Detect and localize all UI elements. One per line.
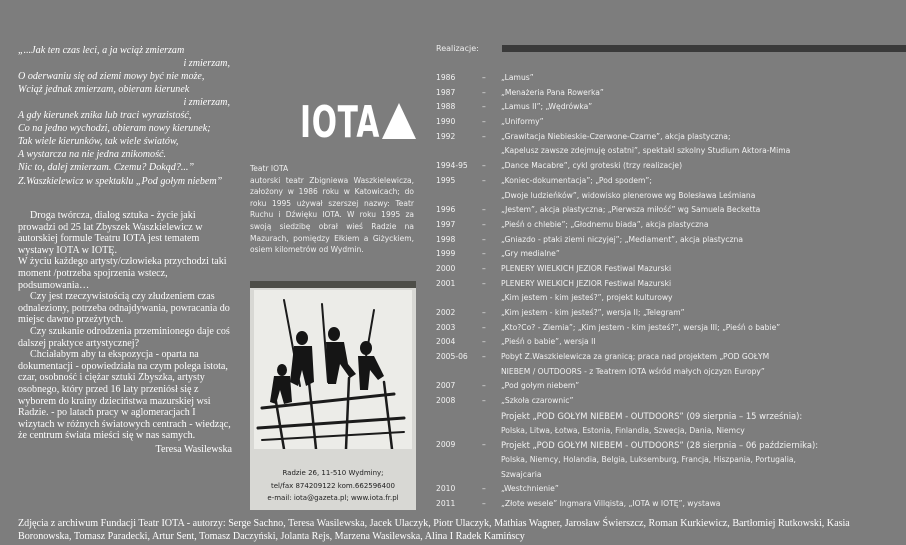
timeline-row xyxy=(436,350,906,365)
timeline-year: 2004 xyxy=(436,337,456,347)
poem-line: Wciąż jednak zmierzam, obieram kierunek xyxy=(18,84,190,95)
theatre-description-text: autorski teatr Zbigniewa Waszkielewicza, założony w 1986 roku w Katowicach; do roku 1995 używał szerszej nazwy: Teatr Ruchu i Dźwięku IOTA. W roku 1995 za swoją siedzibę obrał wieś Radzie na Mazurach, pomiędzy Ełkiem a Giżyckiem, osiem kilometrów od Wydmin. xyxy=(250,175,414,255)
realizacje-label: Realizacje: xyxy=(436,44,479,53)
timeline-text: Projekt „POD GOŁYM NIEBEM - OUTDOORS” (28 sierpnia – 06 października): xyxy=(501,440,819,451)
timeline-text: „Koniec-dokumentacja”; „Pod spodem”; xyxy=(501,175,652,185)
timeline-dash: – xyxy=(482,73,486,82)
timeline-row xyxy=(436,453,906,468)
timeline-text: „Uniformy” xyxy=(501,117,544,127)
timeline-text: „Szkoła czarownic” xyxy=(501,396,574,406)
poem-line: Co na jedno wychodzi, obieram nowy kierunek; xyxy=(18,123,211,134)
timeline-dash: – xyxy=(482,440,486,450)
timeline xyxy=(436,71,906,512)
timeline-row xyxy=(436,189,906,204)
timeline-year: 2008 xyxy=(436,396,456,406)
contact-web: e-mail: iota@gazeta.pl; www.iota.fr.pl xyxy=(267,494,399,502)
timeline-text: „Kapelusz zawsze zdejmuję ostatni”, spektakl szkolny Studium Aktora-Mima xyxy=(501,146,791,156)
essay-paragraph: Droga twórcza, dialog sztuka - życie jaki prowadzi od 25 lat Zbyszek Waszkielewicz w autorskiej formule Teatru IOTA jest tematem wystawy IOTA w IOTĘ. xyxy=(18,210,203,256)
timeline-text: PLENERY WIELKICH JEZIOR Festiwal Mazurski xyxy=(501,263,672,273)
contact-address: Radzie 26, 11-510 Wydminy; xyxy=(282,469,384,477)
photo-credits: Zdjęcia z archiwum Fundacji Teatr IOTA - autorzy: Serge Sachno, Teresa Wasilewska, Jacek Ulaczyk, Piotr Ulaczyk, Mathias Wagner, Jarosław Świerszcz, Roman Kurkiewicz, Bartłomiej Rutkowski, Kasia Boronowska, Tomasz Paradecki, Artur Sent, Tomasz Daczyński, Jolanta Rejs, Marzena Wasilewska, Alina I Radek Kamińscy xyxy=(18,518,850,542)
timeline-text: „Gniazdo - ptaki ziemi niczyjej”; „Mediament”, akcja plastyczna xyxy=(501,234,743,244)
timeline-dash: – xyxy=(482,337,486,347)
timeline-dash: – xyxy=(482,249,486,259)
timeline-year: 1990 xyxy=(436,117,456,127)
timeline-text: „Gry medialne” xyxy=(501,249,560,259)
photo-card xyxy=(250,281,416,510)
photo-top-strip xyxy=(250,281,416,288)
timeline-row xyxy=(436,71,906,86)
timeline-row xyxy=(436,159,906,174)
timeline-dash: – xyxy=(482,381,486,391)
logo-text: IOTA xyxy=(300,97,380,141)
timeline-dash: – xyxy=(482,308,486,317)
timeline-dash: – xyxy=(482,102,486,112)
timeline-row xyxy=(436,379,906,394)
timeline-dash: – xyxy=(482,117,486,127)
logo-triangle-icon xyxy=(382,103,416,139)
poem xyxy=(18,44,230,174)
timeline-text: „Lamus II”; „Wędrówka” xyxy=(501,102,593,112)
essay-paragraph: Czy szukanie odrodzenia przeminionego daje coś dalszej praktyce artystycznej? xyxy=(18,325,230,349)
timeline-year: 2000 xyxy=(436,263,456,273)
timeline-row xyxy=(436,365,906,380)
timeline-row xyxy=(436,409,906,424)
timeline-text: Szwajcaria xyxy=(501,469,542,479)
timeline-row xyxy=(436,335,906,350)
iota-logo xyxy=(300,97,416,141)
timeline-text: „Jestem”, akcja plastyczna; „Pierwsza miłość” wg Samuela Becketta xyxy=(501,205,761,215)
performance-photo xyxy=(254,290,412,449)
timeline-year: 1988 xyxy=(436,102,456,112)
essay-author: Teresa Wasilewska xyxy=(155,443,232,455)
timeline-row xyxy=(436,321,906,336)
poem-line: i zmierzam, xyxy=(183,97,230,108)
timeline-year: 1987 xyxy=(436,87,456,97)
timeline-text: „Kto?Co? - Ziemia”; „Kim jestem - kim jesteś?”, wersja III; „Pieśń o babie” xyxy=(501,322,781,332)
essay-paragraphs xyxy=(18,210,232,442)
timeline-dash: – xyxy=(482,205,486,215)
timeline-text: „Pieśń o babie”, wersja II xyxy=(501,337,596,347)
timeline-text: „Kim jestem - kim jesteś?”, projekt kulturowy xyxy=(501,293,673,303)
poem-line: O oderwaniu się od ziemi mowy być nie może, xyxy=(18,71,205,82)
poem-signature: Z.Waszkielewicz w spektaklu „Pod gołym niebem” xyxy=(18,176,223,187)
essay xyxy=(18,210,232,455)
timeline-dash: – xyxy=(482,175,486,185)
timeline-year: 2003 xyxy=(436,322,456,332)
timeline-text: Polska, Litwa, Łotwa, Estonia, Finlandia, Szwecja, Dania, Niemcy xyxy=(501,425,745,435)
timeline-row xyxy=(436,497,906,512)
timeline-dash: – xyxy=(482,263,486,273)
timeline-dash: – xyxy=(482,498,486,508)
timeline-row xyxy=(436,100,906,115)
timeline-row xyxy=(436,277,906,292)
timeline-text: „Złote wesele” Ingmara Villqista, „IOTA w IOTĘ”, wystawa xyxy=(501,498,721,508)
timeline-row xyxy=(436,424,906,439)
timeline-text: „Westchnienie” xyxy=(501,484,559,494)
poem-line: Tak wiele kierunków, tak wiele światów, xyxy=(18,136,179,147)
timeline-text: „Pod gołym niebem” xyxy=(501,381,580,391)
timeline-year: 2010 xyxy=(436,484,456,494)
poem-line: A wystarcza na nie jedna znikomość. xyxy=(18,149,167,160)
timeline-year: 1986 xyxy=(436,73,456,82)
timeline-dash: – xyxy=(482,484,486,494)
timeline-text: NIEBEM / OUTDOORS - z Teatrem IOTA wśród małych ojczyzn Europy” xyxy=(501,366,765,376)
timeline-year: 1994-95 xyxy=(436,161,468,171)
timeline-text: „Kim jestem - kim jesteś?”, wersja II; „Telegram” xyxy=(501,308,685,317)
timeline-row xyxy=(436,86,906,101)
timeline-row xyxy=(436,247,906,262)
timeline-year: 1995 xyxy=(436,175,456,185)
timeline-year: 1999 xyxy=(436,249,456,259)
theatre-description xyxy=(250,163,414,256)
timeline-text: Projekt „POD GOŁYM NIEBEM - OUTDOORS” (09 sierpnia – 15 września): xyxy=(501,410,803,421)
timeline-dash: – xyxy=(482,396,486,406)
essay-paragraph: Chciałabym aby ta ekspozycja - oparta na dokumentacji - opowiedziała na czym polega istota, czar, osobność i ciężar sztuki Zbyszka, artysty osobnego, który przed 16 laty przeniósł się z wyborem do krainy dzieciństwa mazurskiej wsi Radzie. - po latach pracy w aglomeracjach I wizytach w różnych światowych centrach - wiedząc, że centrum świata mieści się w nas samych. xyxy=(18,349,231,442)
timeline-row xyxy=(436,291,906,306)
timeline-year: 1998 xyxy=(436,234,456,244)
timeline-text: PLENERY WIELKICH JEZIOR Festiwal Mazurski xyxy=(501,278,672,288)
essay-paragraph: Czy jest rzeczywistością czy złudzeniem czas odnalezion‌y, potrzeba odnajdywania, powracania do miejsc dawno przeżytych. xyxy=(18,291,230,326)
theatre-name: Teatr IOTA xyxy=(250,164,289,173)
timeline-year: 2007 xyxy=(436,381,456,391)
timeline-row xyxy=(436,394,906,409)
timeline-row xyxy=(436,306,906,321)
poem-line: „...Jak ten czas leci, a ja wciąż zmierzam xyxy=(18,45,185,56)
contact-phone: tel/fax 874209122 kom.662596400 xyxy=(271,481,395,490)
header-rule xyxy=(502,45,906,52)
timeline-row xyxy=(436,262,906,277)
essay-paragraph: W życiu każdego artysty/człowieka przychodzi taki moment /potrzeba spojrzenia wstecz, podsumowania… xyxy=(18,256,227,291)
contact-info xyxy=(250,467,416,505)
timeline-year: 1996 xyxy=(436,205,456,215)
timeline-row xyxy=(436,233,906,248)
timeline-text: Pobyt Z.Waszkielewicza za granicą; praca nad projektem „POD GOŁYM xyxy=(501,352,770,362)
timeline-year: 2002 xyxy=(436,308,456,317)
timeline-dash: – xyxy=(482,278,486,288)
poem-line: A gdy kierunek znika lub traci wyrazistość, xyxy=(18,110,192,121)
timeline-dash: – xyxy=(482,322,486,332)
timeline-text: Polska, Niemcy, Holandia, Belgia, Luksemburg, Francja, Hiszpania, Portugalia, xyxy=(501,454,796,464)
timeline-row xyxy=(436,468,906,483)
timeline-text: „Grawitacja Niebieskie-Czerwone-Czarne”, akcja plastyczna; xyxy=(501,131,731,141)
timeline-row xyxy=(436,482,906,497)
timeline-text: „Dwoje ludzieńków”, widowisko plenerowe wg Bolesława Leśmiana xyxy=(501,190,756,200)
timeline-dash: – xyxy=(482,131,486,141)
timeline-text: „Pieśń o chlebie”; „Głodnemu biada”, akcja plastyczna xyxy=(501,219,709,229)
timeline-row xyxy=(436,115,906,130)
timeline-year: 2001 xyxy=(436,278,456,288)
timeline-text: „Dance Macabre”, cykl groteski (trzy realizacje) xyxy=(501,161,683,171)
timeline-year: 1992 xyxy=(436,131,456,141)
timeline-text: „Menażeria Pana Rowerka” xyxy=(501,87,604,97)
timeline-year: 2009 xyxy=(436,440,456,450)
timeline-dash: – xyxy=(482,161,486,171)
timeline-dash: – xyxy=(482,219,486,229)
timeline-dash: – xyxy=(482,352,486,362)
timeline-row xyxy=(436,174,906,189)
timeline-row xyxy=(436,438,906,453)
poem-line: Nic to, dalej zmierzam. Czemu? Dokąd?...” xyxy=(18,162,195,173)
timeline-dash: – xyxy=(482,87,486,97)
timeline-year: 1997 xyxy=(436,219,456,229)
timeline-row xyxy=(436,203,906,218)
timeline-row xyxy=(436,130,906,145)
timeline-year: 2011 xyxy=(436,498,456,508)
timeline-text: „Lamus” xyxy=(501,73,534,82)
timeline-row xyxy=(436,144,906,159)
timeline-dash: – xyxy=(482,234,486,244)
poem-line: i zmierzam, xyxy=(183,58,230,69)
timeline-year: 2005-06 xyxy=(436,352,468,362)
timeline-row xyxy=(436,218,906,233)
